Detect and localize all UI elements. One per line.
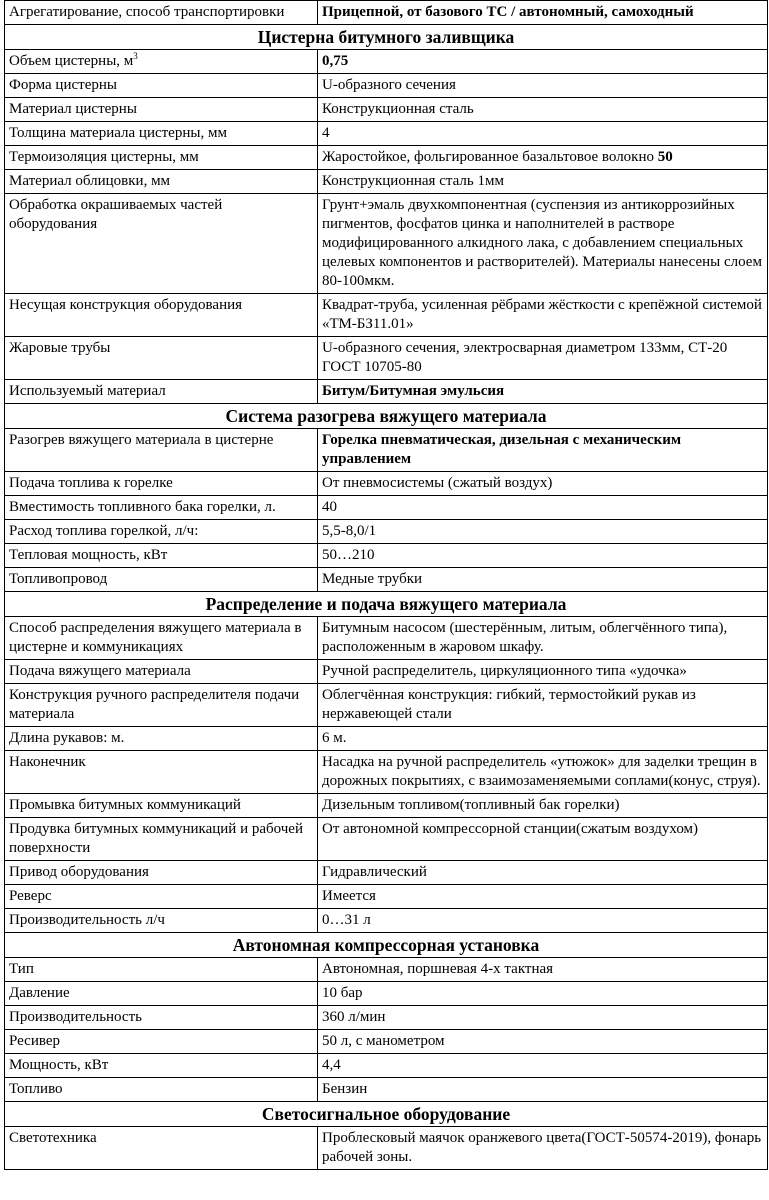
spec-row xyxy=(5,194,768,294)
spec-row xyxy=(5,98,768,122)
spec-row xyxy=(5,1006,768,1030)
spec-value-cell xyxy=(318,194,768,294)
spec-value-cell xyxy=(318,818,768,861)
spec-value: Облегчённая конструкция: гибкий, термостойкий рукав из нержавеющей стали xyxy=(322,687,696,722)
spec-label-cell xyxy=(5,684,318,727)
spec-value: Насадка на ручной распределитель «утюжок» для заделки трещин в дорожных покрытиях, с взаимозаменяемыми соплами(конус, струя). xyxy=(322,754,761,789)
spec-value: Горелка пневматическая, дизельная с механическим управлением xyxy=(322,432,682,467)
spec-value-cell xyxy=(318,1078,768,1102)
spec-label-cell xyxy=(5,50,318,74)
spec-value: Битум/Битумная эмульсия xyxy=(322,383,505,399)
spec-value: От пневмосистемы (сжатый воздух) xyxy=(322,475,553,491)
spec-row xyxy=(5,170,768,194)
spec-value-cell xyxy=(318,684,768,727)
spec-label-cell xyxy=(5,818,318,861)
spec-value-cell xyxy=(318,98,768,122)
spec-label-cell xyxy=(5,1,318,25)
spec-value-cell xyxy=(318,50,768,74)
section-title: Светосигнальное оборудование xyxy=(5,1102,768,1127)
spec-value: Бензин xyxy=(322,1081,368,1097)
spec-label: Конструкция ручного распределителя подачи материала xyxy=(9,687,300,722)
spec-value: Имеется xyxy=(322,888,376,904)
spec-label-cell xyxy=(5,958,318,982)
spec-label-cell xyxy=(5,885,318,909)
spec-value: Конструкционная сталь 1мм xyxy=(322,173,504,189)
unit-superscript: 3 xyxy=(133,51,138,61)
spec-label: Расход топлива горелкой, л/ч: xyxy=(9,523,199,539)
spec-row xyxy=(5,496,768,520)
spec-value: 40 xyxy=(322,499,337,515)
spec-row xyxy=(5,429,768,472)
spec-row xyxy=(5,1127,768,1170)
spec-value: 6 м. xyxy=(322,730,347,746)
spec-label-cell xyxy=(5,660,318,684)
spec-label: Агрегатирование, способ транспортировки xyxy=(9,4,285,20)
spec-value-cell xyxy=(318,544,768,568)
spec-label: Топливопровод xyxy=(9,571,108,587)
spec-value: Медные трубки xyxy=(322,571,423,587)
spec-label-cell xyxy=(5,520,318,544)
spec-label-cell xyxy=(5,1030,318,1054)
spec-label: Наконечник xyxy=(9,754,86,770)
section-header-row xyxy=(5,25,768,50)
spec-label: Способ распределения вяжущего материала в цистерне и коммуникациях xyxy=(9,620,302,655)
spec-label: Вместимость топливного бака горелки, л. xyxy=(9,499,276,515)
spec-value-cell xyxy=(318,1054,768,1078)
spec-table xyxy=(4,0,768,1170)
spec-value: 0,75 xyxy=(322,53,349,69)
spec-value: Грунт+эмаль двухкомпонентная (суспензия из антикоррозийных пигментов, фосфатов цинка и наполнителей в растворе модифицированного алкидного лака, с добавлением специальных целевых компонентов и растворителей). Материалы нанесены слоем 80-100мкм. xyxy=(322,197,762,289)
spec-value-cell xyxy=(318,74,768,98)
spec-value: Проблесковый маячок оранжевого цвета(ГОСТ-50574-2019), фонарь рабочей зоны. xyxy=(322,1130,762,1165)
spec-value-cell xyxy=(318,146,768,170)
spec-label: Объем цистерны, м xyxy=(9,53,134,69)
spec-label-cell xyxy=(5,982,318,1006)
spec-value-cell xyxy=(318,751,768,794)
spec-label-cell xyxy=(5,1127,318,1170)
spec-label: Толщина материала цистерны, мм xyxy=(9,125,227,141)
spec-label: Ресивер xyxy=(9,1033,61,1049)
spec-label-cell xyxy=(5,146,318,170)
spec-value: 10 бар xyxy=(322,985,363,1001)
spec-row xyxy=(5,122,768,146)
spec-label-cell xyxy=(5,496,318,520)
section-title: Распределение и подача вяжущего материала xyxy=(5,592,768,617)
spec-value-cell xyxy=(318,861,768,885)
spec-value: 4 xyxy=(322,125,330,141)
spec-label-cell xyxy=(5,337,318,380)
spec-value: Жаростойкое, фольгированное базальтовое волокно xyxy=(322,149,654,165)
spec-value: 5,5-8,0/1 xyxy=(322,523,377,539)
spec-value: Битумным насосом (шестерённым, литым, облегчённого типа), расположенным в жаровом шкафу. xyxy=(322,620,728,655)
spec-row xyxy=(5,818,768,861)
spec-value-cell xyxy=(318,472,768,496)
spec-label: Материал цистерны xyxy=(9,101,137,117)
spec-label-cell xyxy=(5,1078,318,1102)
section-header-row xyxy=(5,592,768,617)
spec-value: U-образного сечения xyxy=(322,77,456,93)
spec-value-cell xyxy=(318,496,768,520)
spec-row xyxy=(5,861,768,885)
spec-value: 50…210 xyxy=(322,547,375,563)
spec-label: Подача топлива к горелке xyxy=(9,475,173,491)
spec-label: Используемый материал xyxy=(9,383,166,399)
spec-value-cell xyxy=(318,294,768,337)
spec-label: Промывка битумных коммуникаций xyxy=(9,797,241,813)
spec-row xyxy=(5,751,768,794)
spec-value-cell xyxy=(318,337,768,380)
spec-value-cell xyxy=(318,1006,768,1030)
spec-value: Гидравлический xyxy=(322,864,427,880)
spec-value: 50 л, с манометром xyxy=(322,1033,445,1049)
spec-label: Длина рукавов: м. xyxy=(9,730,125,746)
spec-row xyxy=(5,472,768,496)
spec-value: Ручной распределитель, циркуляционного типа «удочка» xyxy=(322,663,687,679)
spec-label: Разогрев вяжущего материала в цистерне xyxy=(9,432,274,448)
spec-row xyxy=(5,1054,768,1078)
spec-row xyxy=(5,50,768,74)
spec-value-cell xyxy=(318,727,768,751)
spec-value-cell xyxy=(318,380,768,404)
spec-label: Несущая конструкция оборудования xyxy=(9,297,243,313)
spec-value: Конструкционная сталь xyxy=(322,101,474,117)
spec-value: Квадрат-труба, усиленная рёбрами жёсткости с крепёжной системой «ТМ-БЗ11.01» xyxy=(322,297,762,332)
spec-label-cell xyxy=(5,74,318,98)
spec-label-cell xyxy=(5,617,318,660)
spec-value-cell xyxy=(318,982,768,1006)
spec-label-cell xyxy=(5,751,318,794)
spec-row xyxy=(5,146,768,170)
spec-label: Привод оборудования xyxy=(9,864,149,880)
spec-value: Автономная, поршневая 4-х тактная xyxy=(322,961,554,977)
spec-label: Продувка битумных коммуникаций и рабочей поверхности xyxy=(9,821,303,856)
spec-value: 4,4 xyxy=(322,1057,341,1073)
section-header-row xyxy=(5,404,768,429)
spec-table-body xyxy=(5,1,768,1170)
spec-row xyxy=(5,544,768,568)
spec-label: Термоизоляция цистерны, мм xyxy=(9,149,199,165)
spec-label-cell xyxy=(5,380,318,404)
spec-label: Обработка окрашиваемых частей оборудования xyxy=(9,197,223,232)
spec-label: Жаровые трубы xyxy=(9,340,111,356)
spec-value-cell xyxy=(318,1,768,25)
spec-row xyxy=(5,568,768,592)
spec-row xyxy=(5,1030,768,1054)
spec-label-cell xyxy=(5,861,318,885)
spec-value: 0…31 л xyxy=(322,912,371,928)
spec-label-cell xyxy=(5,794,318,818)
spec-value-cell xyxy=(318,958,768,982)
section-header-row xyxy=(5,1102,768,1127)
section-title: Автономная компрессорная установка xyxy=(5,933,768,958)
spec-label-cell xyxy=(5,98,318,122)
spec-value: От автономной компрессорной станции(сжатым воздухом) xyxy=(322,821,699,837)
spec-label-cell xyxy=(5,472,318,496)
spec-label-cell xyxy=(5,1006,318,1030)
spec-row xyxy=(5,1,768,25)
spec-label-cell xyxy=(5,294,318,337)
spec-label-cell xyxy=(5,909,318,933)
spec-value: Прицепной, от базового ТС / автономный, самоходный xyxy=(322,4,694,20)
spec-value-cell xyxy=(318,1127,768,1170)
spec-label: Тепловая мощность, кВт xyxy=(9,547,168,563)
spec-row xyxy=(5,380,768,404)
spec-label: Производительность xyxy=(9,1009,142,1025)
spec-label: Реверс xyxy=(9,888,52,904)
spec-row xyxy=(5,794,768,818)
spec-value-cell xyxy=(318,170,768,194)
spec-row xyxy=(5,958,768,982)
spec-label: Мощность, кВт xyxy=(9,1057,109,1073)
spec-row xyxy=(5,684,768,727)
spec-value-cell xyxy=(318,794,768,818)
spec-value-cell xyxy=(318,520,768,544)
spec-value-emphasis: 50 xyxy=(657,149,673,165)
spec-row xyxy=(5,982,768,1006)
spec-sheet xyxy=(4,0,767,1170)
spec-value-cell xyxy=(318,909,768,933)
spec-row xyxy=(5,337,768,380)
spec-row xyxy=(5,660,768,684)
spec-value-cell xyxy=(318,122,768,146)
spec-value: U-образного сечения, электросварная диаметром 133мм, СТ-20 ГОСТ 10705-80 xyxy=(322,340,728,375)
spec-label-cell xyxy=(5,568,318,592)
section-header-row xyxy=(5,933,768,958)
spec-label-cell xyxy=(5,429,318,472)
spec-label-cell xyxy=(5,544,318,568)
spec-row xyxy=(5,520,768,544)
spec-value-cell xyxy=(318,568,768,592)
spec-value: Дизельным топливом(топливный бак горелки) xyxy=(322,797,620,813)
spec-label: Тип xyxy=(9,961,34,977)
spec-label: Производительность л/ч xyxy=(9,912,165,928)
spec-value-cell xyxy=(318,617,768,660)
spec-value-cell xyxy=(318,429,768,472)
spec-label: Светотехника xyxy=(9,1130,97,1146)
spec-row xyxy=(5,727,768,751)
spec-label-cell xyxy=(5,194,318,294)
spec-label-cell xyxy=(5,170,318,194)
spec-value-cell xyxy=(318,660,768,684)
spec-label: Подача вяжущего материала xyxy=(9,663,191,679)
section-title: Цистерна битумного заливщика xyxy=(5,25,768,50)
spec-value-cell xyxy=(318,885,768,909)
spec-row xyxy=(5,74,768,98)
spec-row xyxy=(5,617,768,660)
spec-label-cell xyxy=(5,1054,318,1078)
spec-label: Материал облицовки, мм xyxy=(9,173,171,189)
spec-label-cell xyxy=(5,122,318,146)
spec-label: Давление xyxy=(9,985,70,1001)
spec-value: 360 л/мин xyxy=(322,1009,386,1025)
spec-label: Форма цистерны xyxy=(9,77,117,93)
spec-label: Топливо xyxy=(9,1081,63,1097)
spec-row xyxy=(5,885,768,909)
spec-row xyxy=(5,909,768,933)
spec-row xyxy=(5,1078,768,1102)
spec-label-cell xyxy=(5,727,318,751)
spec-row xyxy=(5,294,768,337)
section-title: Система разогрева вяжущего материала xyxy=(5,404,768,429)
spec-value-cell xyxy=(318,1030,768,1054)
